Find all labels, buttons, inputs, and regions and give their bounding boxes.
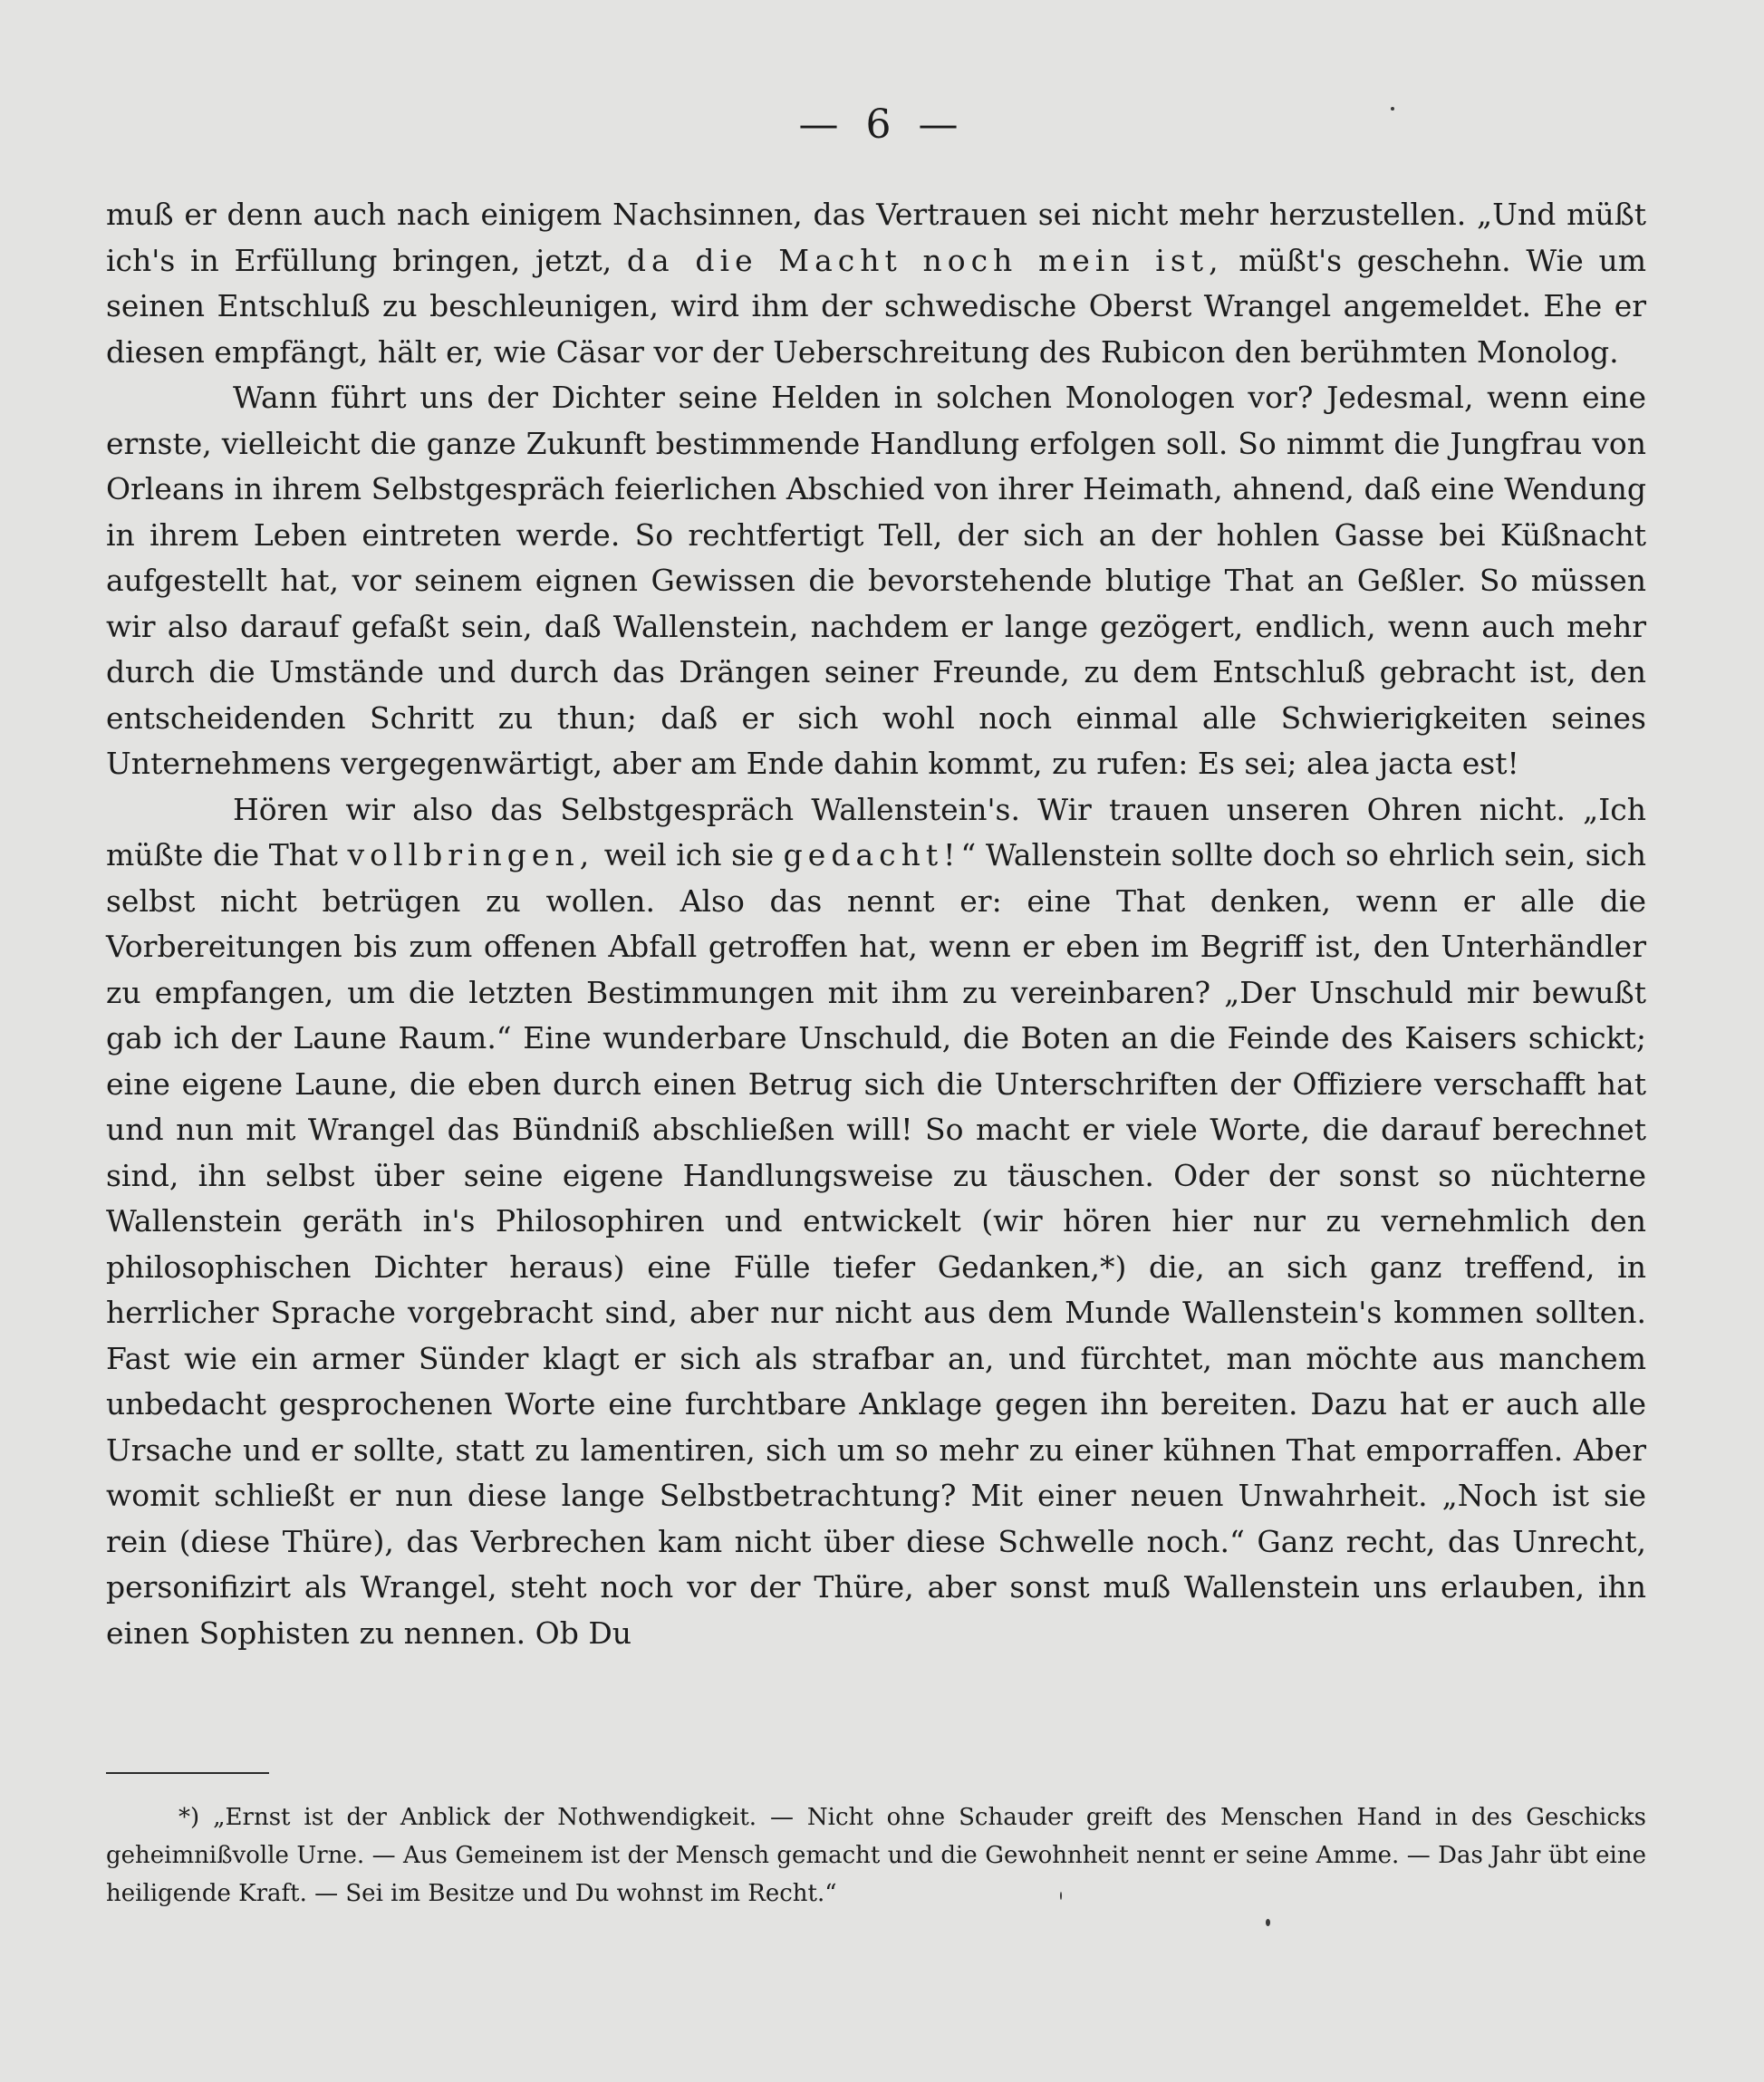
page-number: — 6 — <box>798 101 966 148</box>
text-run: Hören wir also das Selbstgespräch Wallenstein's. Wir trauen unseren Ohren nicht. „Ich müßte die That <box>106 791 1646 872</box>
text-run: “ Wallenstein sollte doch so ehrlich sein, sich selbst nicht betrügen zu wollen. Also das nennt er: eine That denken, wenn er alle die Vorbereitungen bis zum offenen Abfall getroffen hat, wenn er eben im Begriff ist, den Unterhändler zu empfangen, um die letzten Bestimmungen mit ihm zu vereinbaren? „Der Unschuld mir bewußt gab ich der Laune Raum.“ Eine wunderbare Unschuld, die Boten an die Feinde des Kaisers schickt; eine eigene Laune, die eben durch einen Betrug sich die Unterschriften der Offiziere verschafft hat und nun mit Wrangel das Bündniß abschließen will! So macht er viele Worte, die darauf berechnet sind, ihn selbst über seine eigene Handlungsweise zu täuschen. Oder der sonst so nüchterne Wallenstein geräth in's Philosophiren und entwickelt (wir hören hier nur zu vernehmlich den philosophischen Dichter heraus) eine Fülle tiefer Gedanken,*) die, an sich ganz treffend, in herrlicher Sprache vorgebracht sind, aber nur nicht aus dem Munde Wallenstein's kommen sollten. Fast wie ein armer Sünder klagt er sich als strafbar an, und fürchtet, man möchte aus manchem unbedacht gesprochenen Worte eine furchtbare Anklage gegen ihn bereiten. Dazu hat er auch alle Ursache und er sollte, statt zu lamentiren, sich um so mehr zu einer kühnen That emporraffen. Aber womit schließt er nun diese lange Selbstbetrachtung? Mit einer neuen Unwahrheit. „Noch ist sie rein (diese Thüre), das Verbrechen kam nicht über diese Schwelle noch.“ Ganz recht, das Unrecht, personifizirt als Wrangel, steht noch vor der Thüre, aber sonst muß Wallenstein uns erlauben, ihn einen Sophisten zu nennen. Ob Du <box>106 837 1646 1651</box>
footnote: *) „Ernst ist der Anblick der Nothwendigkeit. — Nicht ohne Schauder greift des Menschen Hand in des Geschicks geheimnißvolle Urne. — Aus Gemeinem ist der Mensch gemacht und die Gewohnheit nennt er seine Amme. — Das Jahr übt eine heiligende Kraft. — Sei im Besitze und Du wohnst im Recht.“ <box>106 1804 1646 1907</box>
text-run: weil ich sie <box>594 837 784 872</box>
text-run: müßt's geschehn. Wie um seinen Entschluß zu beschleunigen, wird ihm der schwedische Oberst Wrangel angemeldet. Ehe er diesen empfängt, hält er, wie Cäsar vor der Ueberschreitung des Rubicon den berühmten Monolog. <box>106 242 1646 370</box>
emphasized-text: vollbringen, <box>347 837 595 872</box>
paragraph <box>106 787 1646 1657</box>
text-run: muß er denn auch nach einigem Nachsinnen, das Vertrauen sei nicht mehr herzustellen. „Und müßt ich's in Erfüllung bringen, jetzt, <box>106 197 1646 278</box>
paragraph <box>106 192 1646 375</box>
emphasized-text: da die Macht noch mein ist, <box>626 242 1224 278</box>
footnote-divider <box>106 1772 269 1774</box>
text-run: Wann führt uns der Dichter seine Helden in solchen Monologen vor? Jedesmal, wenn eine ernste, vielleicht die ganze Zukunft bestimmende Handlung erfolgen soll. So nimmt die Jungfrau von Orleans in ihrem Selbstgespräch feierlichen Abschied von ihrer Heimath, ahnend, daß eine Wendung in ihrem Leben eintreten werde. So rechtfertigt Tell, der sich an der hohlen Gasse bei Küßnacht aufgestellt hat, vor seinem eignen Gewissen die bevorstehende blutige That an Geßler. So müssen wir also darauf gefaßt sein, daß Wallenstein, nachdem er lange gezögert, endlich, wenn auch mehr durch die Umstände und durch das Drängen seiner Freunde, zu dem Entschluß gebracht ist, den entscheidenden Schritt zu thun; daß er sich wohl noch einmal alle Schwierigkeiten seines Unternehmens vergegenwärtigt, aber am Ende dahin kommt, zu rufen: Es sei; alea jacta est! <box>106 380 1646 781</box>
paragraph <box>106 375 1646 787</box>
emphasized-text: gedacht! <box>783 837 961 872</box>
body-text <box>106 192 1646 1656</box>
